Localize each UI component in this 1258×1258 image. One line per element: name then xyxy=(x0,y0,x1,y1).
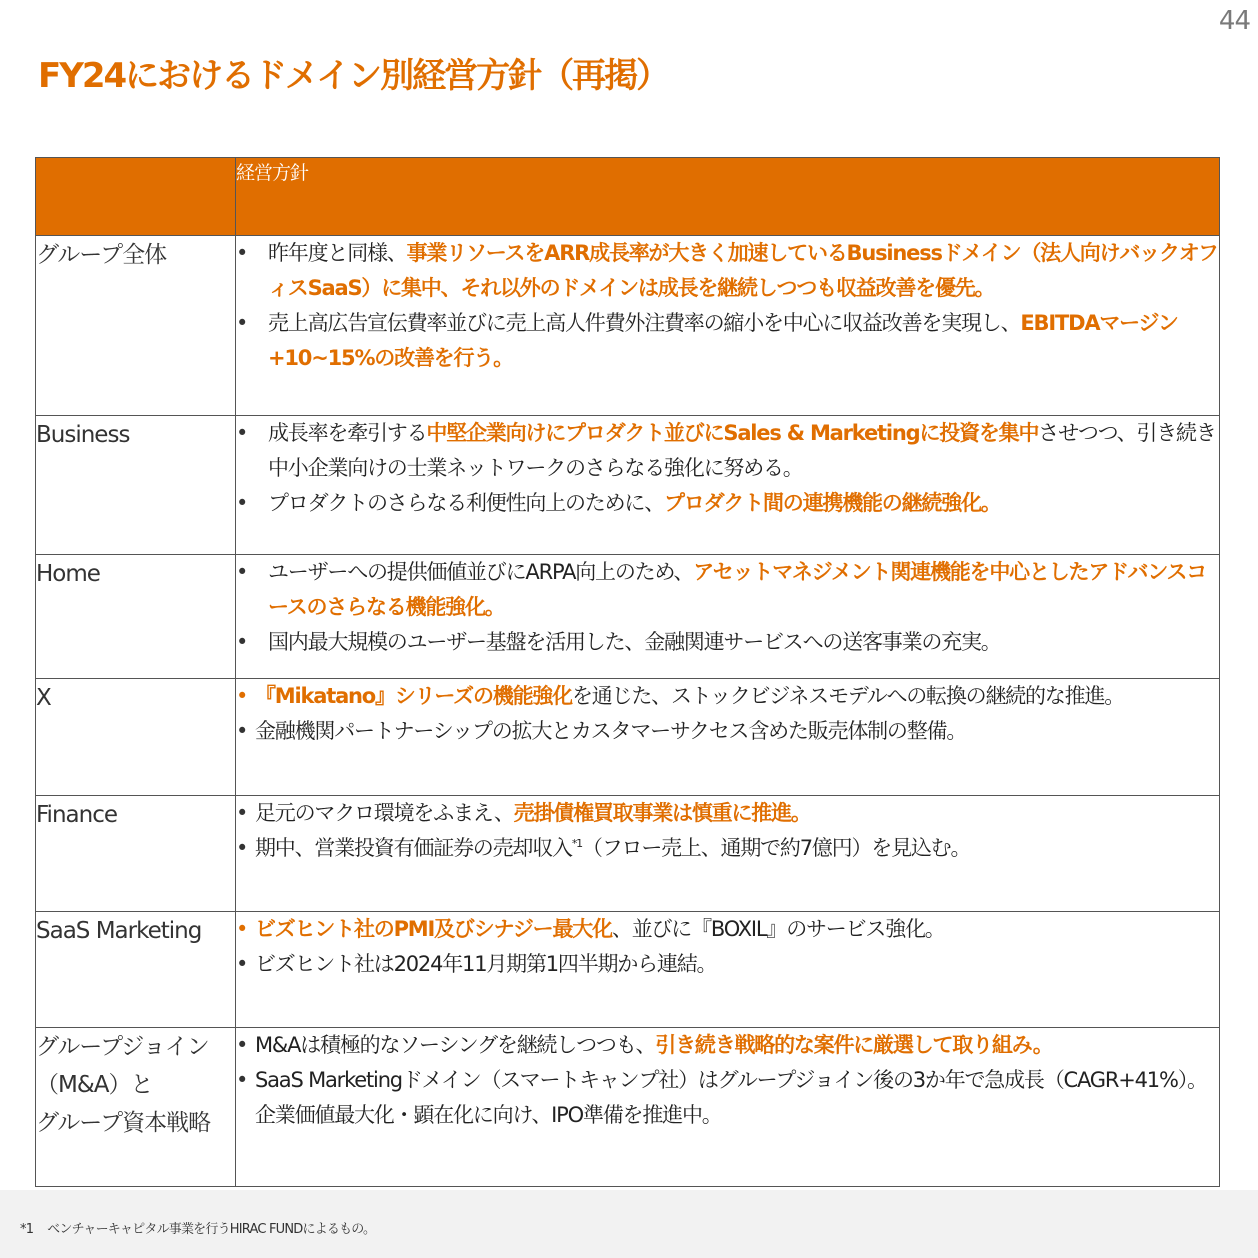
footnote xyxy=(20,1218,375,1237)
domain-label: SaaS Marketing xyxy=(36,912,236,1028)
domain-label: グループ全体 xyxy=(36,236,236,416)
policy-item xyxy=(236,306,1219,376)
domain-label: Finance xyxy=(36,796,236,912)
policy-item xyxy=(236,486,1219,521)
domain-policy-table xyxy=(35,157,1220,1187)
policy-list xyxy=(236,679,1219,749)
policy-list xyxy=(236,416,1219,521)
policy-text: させつつ、引き続き中小企業向けの士業ネットワークのさらなる強化に努める。 xyxy=(268,421,1216,480)
policy-item xyxy=(236,1028,1219,1063)
policy-highlight: 『Mikatano』シリーズの機能強化 xyxy=(255,684,572,708)
policy-list xyxy=(236,1028,1219,1133)
policy-list xyxy=(236,796,1219,866)
policy-text: 国内最大規模のユーザー基盤を活用した、金融関連サービスへの送客事業の充実。 xyxy=(268,630,1001,654)
policy-list xyxy=(236,912,1219,982)
policy-list xyxy=(236,555,1219,660)
policy-text: M&Aは積極的なソーシングを継続しつつも、 xyxy=(255,1033,656,1057)
policy-item xyxy=(236,714,1219,749)
table-row-home xyxy=(36,555,1220,679)
policy-highlight: ビズヒント社のPMI及びシナジー最大化 xyxy=(255,917,612,941)
footnote-text: ベンチャーキャピタル事業を行うHIRAC FUNDによるもの。 xyxy=(47,1222,376,1237)
domain-label: Home xyxy=(36,555,236,679)
policy-item xyxy=(236,679,1219,714)
policy-text: 期中、営業投資有価証券の売却収入 xyxy=(255,836,572,860)
policy-text: 売上高広告宣伝費率並びに売上高人件費外注費率の縮小を中心に収益改善を実現し、 xyxy=(268,311,1021,335)
policy-text: プロダクトのさらなる利便性向上のために、 xyxy=(268,491,664,515)
policy-text: 昨年度と同様、 xyxy=(268,241,407,265)
policy-text: 、並びに『BOXIL』のサービス強化。 xyxy=(611,917,945,941)
policy-text: 足元のマクロ環境をふまえ、 xyxy=(255,801,514,825)
policy-item xyxy=(236,1063,1219,1133)
policy-item xyxy=(236,555,1219,625)
table-row-saas-marketing xyxy=(36,912,1220,1028)
table-row-group-join xyxy=(36,1028,1220,1187)
footnote-reference: *1 xyxy=(571,837,582,850)
policy-highlight: 中堅企業向けにプロダクト並びにSales & Marketingに投資を集中 xyxy=(426,421,1039,445)
policy-highlight: アセットマネジメント関連機能を中心としたアドバンスコースのさらなる機能強化。 xyxy=(268,560,1207,619)
policy-item xyxy=(236,236,1219,306)
header-cell-domain xyxy=(36,158,236,236)
policy-cell xyxy=(236,236,1220,416)
policy-cell xyxy=(236,555,1220,679)
header-cell-policy: 経営方針 xyxy=(236,158,1220,236)
page-title: FY24におけるドメイン別経営方針（再掲） xyxy=(38,56,669,96)
domain-label: X xyxy=(36,679,236,796)
domain-label-line: グループジョイン xyxy=(36,1034,209,1060)
policy-item xyxy=(236,416,1219,486)
policy-text: を通じた、ストックビジネスモデルへの転換の継続的な推進。 xyxy=(571,684,1125,708)
policy-text: SaaS Marketingドメイン（スマートキャンプ社）はグループジョイン後の3か年で急成長（CAGR+41%）。企業価値最大化・顕在化に向け、IPO準備を推進中。 xyxy=(255,1068,1207,1127)
table-header-row xyxy=(36,158,1220,236)
policy-item xyxy=(236,831,1219,866)
policy-text: 成長率を牽引する xyxy=(268,421,427,445)
policy-item xyxy=(236,947,1219,982)
table-row-finance xyxy=(36,796,1220,912)
policy-cell xyxy=(236,796,1220,912)
policy-cell xyxy=(236,1028,1220,1187)
domain-label-line: （M&A）と xyxy=(36,1072,153,1098)
policy-item xyxy=(236,625,1219,660)
footnote-mark: *1 xyxy=(20,1222,34,1237)
table-row-x xyxy=(36,679,1220,796)
policy-text: （フロー売上、通期で約7億円）を見込む。 xyxy=(581,836,971,860)
policy-cell xyxy=(236,679,1220,796)
policy-cell xyxy=(236,912,1220,1028)
policy-highlight: 引き続き戦略的な案件に厳選して取り組み。 xyxy=(655,1033,1053,1057)
policy-text: ユーザーへの提供価値並びにARPA向上のため、 xyxy=(268,560,694,584)
policy-list xyxy=(236,236,1219,376)
policy-highlight: 事業リソースをARR成長率が大きく加速しているBusinessドメイン（法人向けバックオフィスSaaS）に集中、それ以外のドメインは成長を継続しつつも収益改善を優先。 xyxy=(268,241,1218,300)
domain-label: Business xyxy=(36,416,236,555)
domain-label-line: グループ資本戦略 xyxy=(36,1110,211,1136)
page-number: 44 xyxy=(1218,6,1250,36)
domain-label xyxy=(36,1028,236,1187)
policy-item xyxy=(236,796,1219,831)
policy-text: ビズヒント社は2024年11月期第1四半期から連結。 xyxy=(255,952,717,976)
table-row-group-overall xyxy=(36,236,1220,416)
policy-cell xyxy=(236,416,1220,555)
policy-highlight: 売掛債権買取事業は慎重に推進。 xyxy=(513,801,811,825)
policy-highlight: EBITDAマージン+10~15%の改善を行う。 xyxy=(268,311,1178,370)
policy-highlight: プロダクト間の連携機能の継続強化。 xyxy=(664,491,1001,515)
policy-text: 金融機関パートナーシップの拡大とカスタマーサクセス含めた販売体制の整備。 xyxy=(255,719,967,743)
table-row-business xyxy=(36,416,1220,555)
policy-item xyxy=(236,912,1219,947)
